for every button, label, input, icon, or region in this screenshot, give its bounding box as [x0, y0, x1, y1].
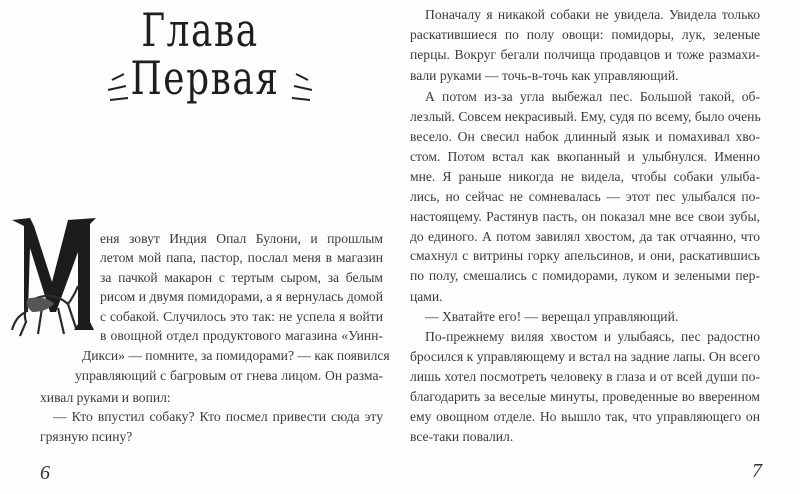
text-line: еня зовут Индия Опал Булони, и прошлым [100, 231, 383, 246]
text-line: лись, но сейчас не сомневалась — этот пес улыбался по- [410, 189, 760, 204]
text-line: летом мой папа, пастор, послал меня в магазин [100, 250, 383, 265]
text-line: цами. [410, 289, 443, 304]
text-line: управляющий с багровым от гнева лицом. Он разма- [75, 368, 383, 383]
text-line: Поначалу я никакой собаки не увидела. Увидела только [425, 7, 760, 22]
chapter-title-line2: Первая [130, 51, 280, 105]
text-line: лезлый. Совсем некрасивый. Ему, судя по всему, было очень [410, 109, 761, 124]
text-line: вали руками — точь-в-точь как управляющий. [410, 68, 679, 83]
text-line: По-прежнему виляя хвостом и улыбаясь, пес радостно [425, 329, 760, 344]
page-number-right: 7 [752, 460, 762, 482]
text-line: хивал руками и вопил: [40, 390, 171, 405]
text-line: — Хватайте его! — верещал управляющий. [425, 309, 679, 324]
chapter-title-line1: Глава [141, 3, 259, 57]
text-line: стом. Потом встал как вкопанный и улыбнулся. Именно [410, 149, 760, 164]
text-line: все-таки повалил. [410, 429, 514, 444]
text-line: — Кто впустил собаку? Кто посмел привести сюда эту [53, 409, 383, 424]
text-line: Дикси» — помните, за помидорами? — как появился [82, 348, 390, 363]
text-line: рисом и двумя помидорами, а я вернулась домой [100, 289, 383, 304]
text-line: весело. Он свесил набок длинный язык и помахивал хво- [410, 129, 760, 144]
text-line: по полу, смешались с помидорами, луком и зелеными пер- [410, 268, 760, 283]
text-line: мне. Я раньше никогда не видела, чтобы собаки улыба- [410, 169, 760, 184]
drop-cap-dog-illustration-icon [2, 212, 102, 342]
text-line: с собакой. Случилось это так: не успела я войти [100, 309, 383, 324]
text-line: в овощной отдел продуктового магазина «Уинн- [100, 328, 383, 343]
text-line: ему овощном отделе. Но вышло так, что управляющего он [410, 409, 760, 424]
text-line: за пачкой макарон с тертым сыром, за белым [100, 270, 383, 285]
text-line: А потом из-за угла выбежал пес. Большой такой, об- [425, 89, 760, 104]
text-line: перцы. Вокруг бегали полчища продавцов и тоже размахи- [410, 47, 760, 62]
text-line: благодарить за веселые минуты, проведенные во вверенном [410, 389, 760, 404]
title-flourish-icon [100, 60, 320, 110]
page-number-left: 6 [40, 462, 50, 484]
text-line: бросился к управляющему и встал на задние лапы. Он всего [410, 349, 760, 364]
text-line: лишь хотел посмотреть человеку в глаза и от всей души по- [410, 369, 760, 384]
text-line: до единого. А потом завилял хвостом, да так отчаянно, что [410, 229, 760, 244]
text-line: смахнул с витрины горку апельсинов, и они, раскатившись [410, 248, 760, 263]
text-line: раскатившиеся по полу овощи: помидоры, лук, зеленые [410, 27, 760, 42]
text-line: настоящему. Растянув пасть, он показал мне все свои зубы, [410, 209, 760, 224]
text-line: грязную псину? [40, 429, 133, 444]
